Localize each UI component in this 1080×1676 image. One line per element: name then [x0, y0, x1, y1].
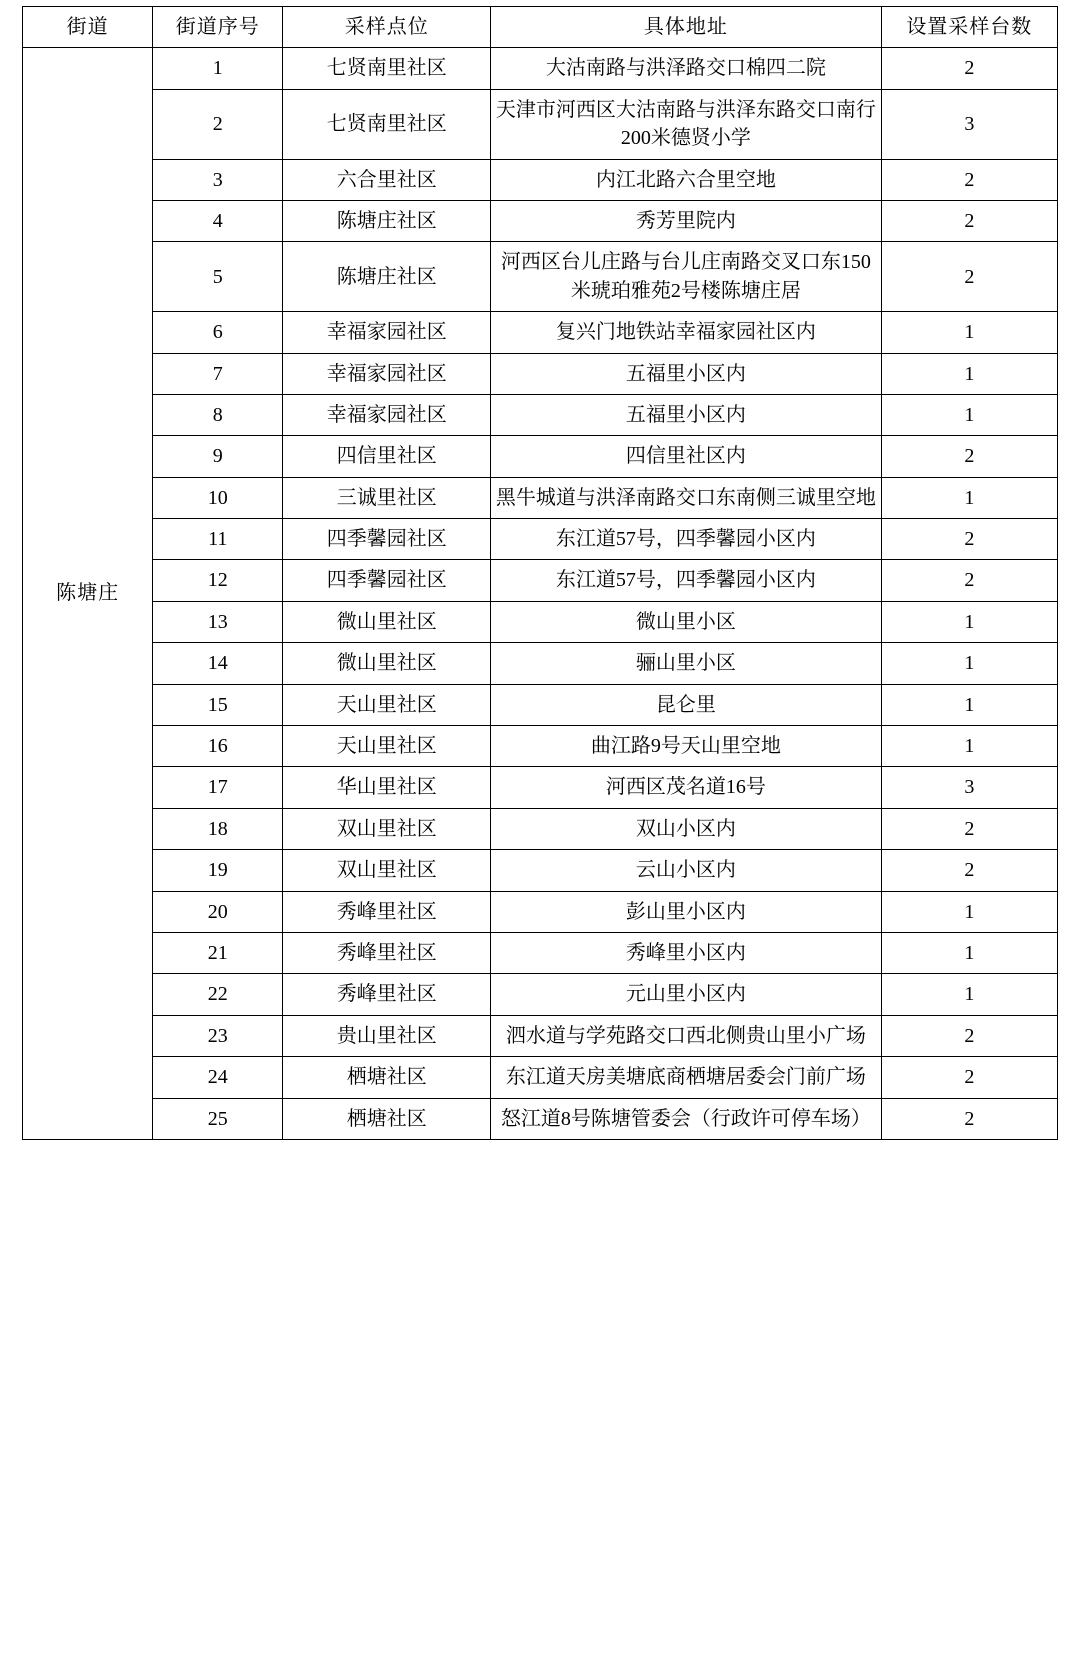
table-row	[23, 932, 1058, 973]
cell-sampling-site: 栖塘社区	[283, 1098, 491, 1139]
cell-station-count: 3	[881, 767, 1057, 808]
table-row	[23, 601, 1058, 642]
cell-address: 复兴门地铁站幸福家园社区内	[491, 312, 881, 353]
cell-address: 双山小区内	[491, 808, 881, 849]
table-row	[23, 974, 1058, 1015]
cell-station-count: 1	[881, 601, 1057, 642]
cell-station-count: 1	[881, 643, 1057, 684]
cell-station-count: 1	[881, 312, 1057, 353]
cell-sampling-site: 微山里社区	[283, 643, 491, 684]
column-header-sampling-site: 采样点位	[283, 7, 491, 48]
cell-street-seq: 21	[153, 932, 283, 973]
cell-address: 曲江路9号天山里空地	[491, 726, 881, 767]
cell-address: 内江北路六合里空地	[491, 159, 881, 200]
cell-street-seq: 1	[153, 48, 283, 89]
cell-address: 东江道57号，四季馨园小区内	[491, 519, 881, 560]
column-header-station-count: 设置采样台数	[881, 7, 1057, 48]
cell-sampling-site: 四季馨园社区	[283, 519, 491, 560]
table-header-row	[23, 7, 1058, 48]
column-header-street: 街道	[23, 7, 153, 48]
cell-address: 彭山里小区内	[491, 891, 881, 932]
cell-street-seq: 23	[153, 1015, 283, 1056]
cell-address: 东江道天房美塘底商栖塘居委会门前广场	[491, 1057, 881, 1098]
table-row	[23, 643, 1058, 684]
cell-address: 泗水道与学苑路交口西北侧贵山里小广场	[491, 1015, 881, 1056]
cell-street-seq: 19	[153, 850, 283, 891]
cell-street-seq: 15	[153, 684, 283, 725]
cell-street-seq: 3	[153, 159, 283, 200]
cell-station-count: 2	[881, 1057, 1057, 1098]
cell-address: 黑牛城道与洪泽南路交口东南侧三诚里空地	[491, 477, 881, 518]
cell-station-count: 1	[881, 684, 1057, 725]
cell-address: 河西区台儿庄路与台儿庄南路交叉口东150米琥珀雅苑2号楼陈塘庄居	[491, 242, 881, 312]
table-row	[23, 89, 1058, 159]
cell-address: 骊山里小区	[491, 643, 881, 684]
cell-station-count: 2	[881, 850, 1057, 891]
cell-street-seq: 24	[153, 1057, 283, 1098]
table-row	[23, 1015, 1058, 1056]
table-row	[23, 726, 1058, 767]
cell-station-count: 1	[881, 394, 1057, 435]
table-row	[23, 767, 1058, 808]
cell-address: 河西区茂名道16号	[491, 767, 881, 808]
cell-street-seq: 16	[153, 726, 283, 767]
cell-sampling-site: 秀峰里社区	[283, 932, 491, 973]
cell-address: 微山里小区	[491, 601, 881, 642]
cell-station-count: 1	[881, 891, 1057, 932]
cell-street-seq: 18	[153, 808, 283, 849]
cell-station-count: 1	[881, 726, 1057, 767]
sampling-points-table	[22, 6, 1058, 1140]
table-row	[23, 850, 1058, 891]
cell-street-seq: 17	[153, 767, 283, 808]
cell-station-count: 2	[881, 560, 1057, 601]
table-header	[23, 7, 1058, 48]
cell-sampling-site: 幸福家园社区	[283, 312, 491, 353]
cell-station-count: 3	[881, 89, 1057, 159]
table-row	[23, 242, 1058, 312]
cell-sampling-site: 幸福家园社区	[283, 394, 491, 435]
cell-sampling-site: 陈塘庄社区	[283, 200, 491, 241]
cell-street-seq: 11	[153, 519, 283, 560]
cell-address: 昆仑里	[491, 684, 881, 725]
cell-address: 五福里小区内	[491, 394, 881, 435]
cell-station-count: 1	[881, 477, 1057, 518]
cell-sampling-site: 秀峰里社区	[283, 974, 491, 1015]
table-row	[23, 519, 1058, 560]
cell-station-count: 1	[881, 353, 1057, 394]
cell-station-count: 2	[881, 200, 1057, 241]
cell-station-count: 2	[881, 1098, 1057, 1139]
cell-street-seq: 12	[153, 560, 283, 601]
cell-sampling-site: 华山里社区	[283, 767, 491, 808]
street-name-cell: 陈塘庄	[23, 48, 153, 1140]
cell-station-count: 2	[881, 242, 1057, 312]
cell-station-count: 2	[881, 1015, 1057, 1056]
cell-station-count: 2	[881, 159, 1057, 200]
cell-street-seq: 22	[153, 974, 283, 1015]
cell-sampling-site: 三诚里社区	[283, 477, 491, 518]
cell-street-seq: 14	[153, 643, 283, 684]
table-row	[23, 200, 1058, 241]
column-header-address: 具体地址	[491, 7, 881, 48]
cell-street-seq: 25	[153, 1098, 283, 1139]
cell-street-seq: 2	[153, 89, 283, 159]
table-row	[23, 1057, 1058, 1098]
table-row	[23, 477, 1058, 518]
cell-street-seq: 5	[153, 242, 283, 312]
table-row	[23, 159, 1058, 200]
cell-address: 云山小区内	[491, 850, 881, 891]
cell-sampling-site: 四信里社区	[283, 436, 491, 477]
table-row	[23, 394, 1058, 435]
cell-address: 秀芳里院内	[491, 200, 881, 241]
cell-sampling-site: 秀峰里社区	[283, 891, 491, 932]
cell-address: 五福里小区内	[491, 353, 881, 394]
cell-station-count: 1	[881, 932, 1057, 973]
cell-sampling-site: 双山里社区	[283, 850, 491, 891]
cell-sampling-site: 六合里社区	[283, 159, 491, 200]
cell-sampling-site: 七贤南里社区	[283, 48, 491, 89]
cell-station-count: 2	[881, 808, 1057, 849]
table-row	[23, 436, 1058, 477]
table-row	[23, 353, 1058, 394]
cell-street-seq: 6	[153, 312, 283, 353]
cell-sampling-site: 天山里社区	[283, 684, 491, 725]
cell-sampling-site: 栖塘社区	[283, 1057, 491, 1098]
cell-sampling-site: 微山里社区	[283, 601, 491, 642]
table-row	[23, 808, 1058, 849]
table-row	[23, 1098, 1058, 1139]
cell-station-count: 2	[881, 436, 1057, 477]
cell-sampling-site: 七贤南里社区	[283, 89, 491, 159]
cell-street-seq: 20	[153, 891, 283, 932]
cell-station-count: 2	[881, 48, 1057, 89]
table-row	[23, 684, 1058, 725]
cell-sampling-site: 幸福家园社区	[283, 353, 491, 394]
table-row	[23, 891, 1058, 932]
cell-address: 天津市河西区大沽南路与洪泽东路交口南行200米德贤小学	[491, 89, 881, 159]
cell-street-seq: 8	[153, 394, 283, 435]
cell-address: 秀峰里小区内	[491, 932, 881, 973]
cell-sampling-site: 陈塘庄社区	[283, 242, 491, 312]
cell-sampling-site: 天山里社区	[283, 726, 491, 767]
table-row	[23, 560, 1058, 601]
cell-street-seq: 4	[153, 200, 283, 241]
cell-station-count: 1	[881, 974, 1057, 1015]
cell-sampling-site: 贵山里社区	[283, 1015, 491, 1056]
cell-address: 大沽南路与洪泽路交口棉四二院	[491, 48, 881, 89]
cell-address: 四信里社区内	[491, 436, 881, 477]
cell-street-seq: 10	[153, 477, 283, 518]
cell-street-seq: 13	[153, 601, 283, 642]
table-row	[23, 312, 1058, 353]
cell-sampling-site: 四季馨园社区	[283, 560, 491, 601]
table-row	[23, 48, 1058, 89]
cell-station-count: 2	[881, 519, 1057, 560]
cell-address: 东江道57号，四季馨园小区内	[491, 560, 881, 601]
cell-street-seq: 9	[153, 436, 283, 477]
cell-address: 怒江道8号陈塘管委会（行政许可停车场）	[491, 1098, 881, 1139]
cell-sampling-site: 双山里社区	[283, 808, 491, 849]
cell-address: 元山里小区内	[491, 974, 881, 1015]
cell-street-seq: 7	[153, 353, 283, 394]
table-body	[23, 48, 1058, 1140]
column-header-street-seq: 街道序号	[153, 7, 283, 48]
